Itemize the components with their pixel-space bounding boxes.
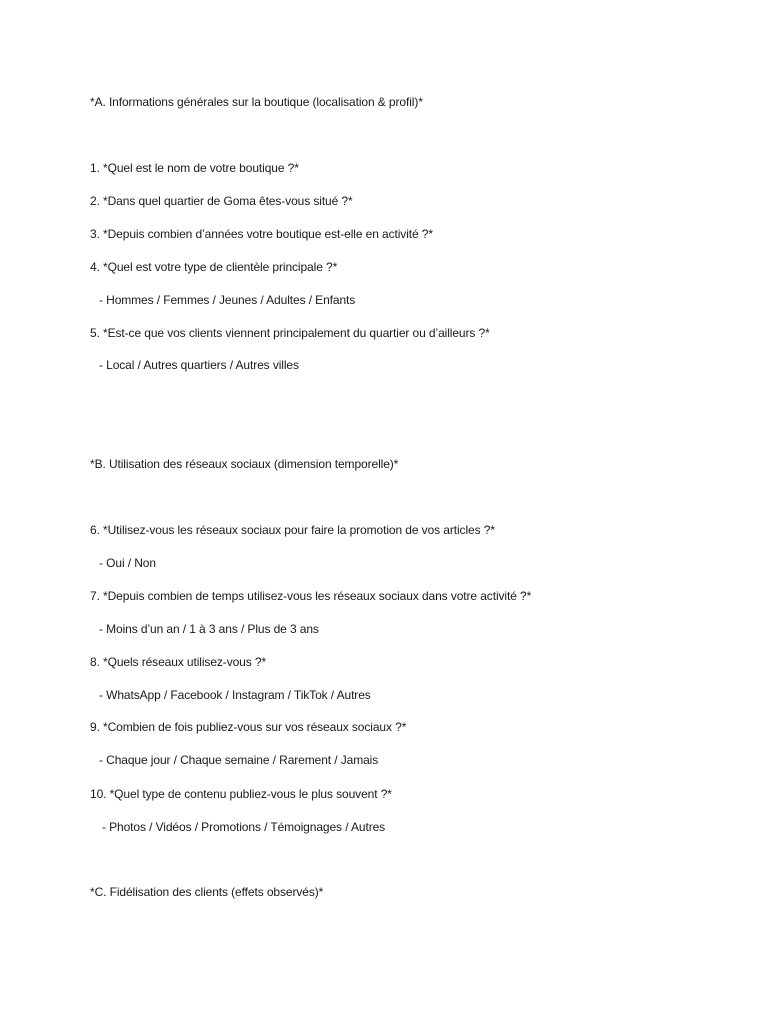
question-5: 5. *Est-ce que vos clients viennent principalement du quartier ou d’ailleurs ?*	[90, 326, 490, 340]
question-9-options: - Chaque jour / Chaque semaine / Rarement / Jamais	[99, 753, 379, 767]
question-10-options: - Photos / Vidéos / Promotions / Témoignages / Autres	[102, 820, 386, 834]
question-2: 2. *Dans quel quartier de Goma êtes-vous situé ?*	[90, 194, 353, 208]
question-7: 7. *Depuis combien de temps utilisez-vous les réseaux sociaux dans votre activité ?*	[90, 589, 532, 603]
question-7-options: - Moins d’un an / 1 à 3 ans / Plus de 3 ans	[99, 622, 319, 636]
question-5-options: - Local / Autres quartiers / Autres villes	[99, 358, 299, 372]
question-4: 4. *Quel est votre type de clientèle principale ?*	[90, 260, 338, 274]
section-a-heading: *A. Informations générales sur la boutique (localisation & profil)*	[90, 95, 423, 109]
question-6: 6. *Utilisez-vous les réseaux sociaux pour faire la promotion de vos articles ?*	[90, 523, 495, 537]
question-8: 8. *Quels réseaux utilisez-vous ?*	[90, 655, 267, 669]
section-c-heading: *C. Fidélisation des clients (effets observés)*	[90, 885, 324, 899]
section-b-heading: *B. Utilisation des réseaux sociaux (dimension temporelle)*	[90, 457, 399, 471]
question-9: 9. *Combien de fois publiez-vous sur vos réseaux sociaux ?*	[90, 720, 407, 734]
question-10: 10. *Quel type de contenu publiez-vous le plus souvent ?*	[90, 787, 392, 801]
question-3: 3. *Depuis combien d’années votre boutique est-elle en activité ?*	[90, 227, 433, 241]
question-1: 1. *Quel est le nom de votre boutique ?*	[90, 161, 299, 175]
question-8-options: - WhatsApp / Facebook / Instagram / TikTok / Autres	[99, 688, 371, 702]
question-6-options: - Oui / Non	[99, 556, 156, 570]
question-4-options: - Hommes / Femmes / Jeunes / Adultes / Enfants	[99, 293, 356, 307]
